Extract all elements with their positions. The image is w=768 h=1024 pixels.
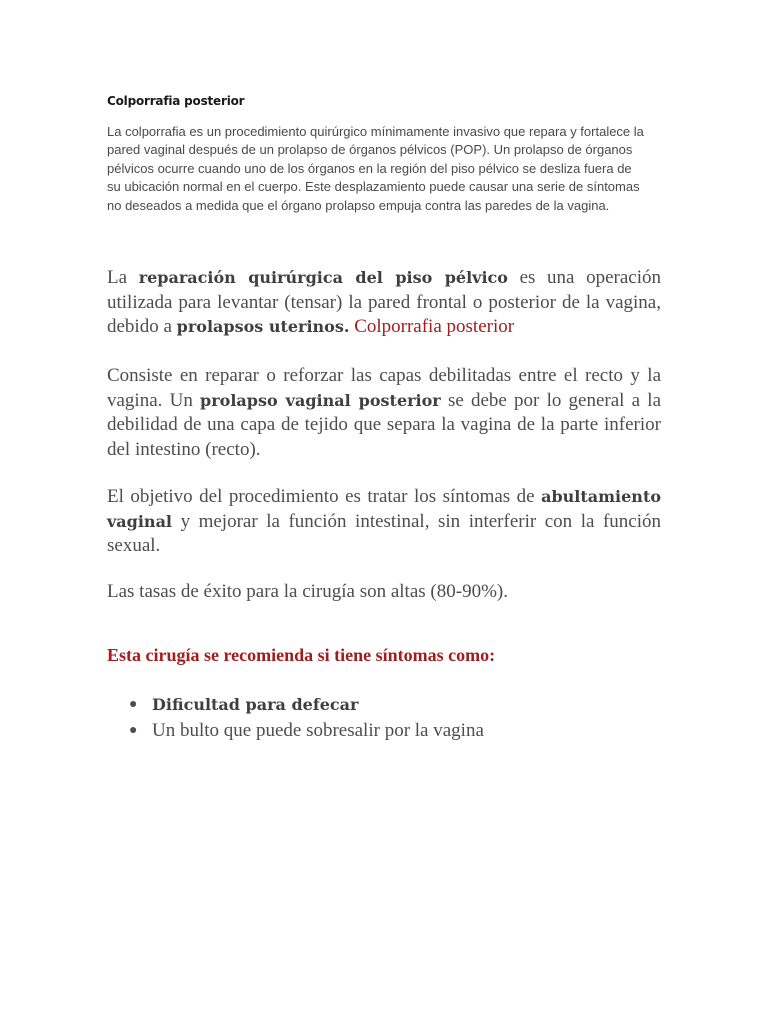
list-item xyxy=(107,718,484,744)
paragraph-reparacion xyxy=(107,266,661,340)
colporrafia-link[interactable]: Colporrafia posterior xyxy=(354,316,515,337)
intro-paragraph: La colporrafia es un procedimiento quirúrgico mínimamente invasivo que repara y fortalece la pared vaginal después de un prolapso de órganos pélvicos (POP). Un prolapso de órganos pélvicos ocurre cuando uno de los órganos en la región del piso pélvico se desliza fuera de su ubicación normal en el cuerpo. Este desplazamiento puede causar una serie de síntomas no deseados a medida que el órgano prolapso empuja contra las paredes de la vagina. xyxy=(107,124,644,213)
p2-text-2: se debe por lo general a la debilidad de una capa de tejido que separa la vagina de la parte inferior del intestino (recto). xyxy=(107,389,661,460)
bullet-icon: ● xyxy=(129,723,138,738)
paragraph-consiste xyxy=(107,364,661,462)
bullet-icon: ● xyxy=(129,697,138,712)
p2-text-1: Consiste en reparar o reforzar las capas debilitadas entre el recto y la vagina. Un xyxy=(107,365,661,411)
list-item xyxy=(107,692,484,718)
p2-bold-1: prolapso vaginal posterior xyxy=(200,390,441,410)
recommendation-heading: Esta cirugía se recomienda si tiene síntomas como: xyxy=(107,645,496,665)
document-heading: Colporrafia posterior xyxy=(107,94,245,108)
p3-text-2: y mejorar la función intestinal, sin interferir con la función sexual. xyxy=(107,510,662,556)
symptom-text: Un bulto que puede sobresalir por la vagina xyxy=(152,720,484,741)
paragraph-tasas: Las tasas de éxito para la cirugía son altas (80-90%). xyxy=(107,581,508,602)
p1-text-1: La xyxy=(107,267,128,288)
p1-bold-1: reparación quirúrgica del piso pélvico xyxy=(138,268,508,287)
p1-text-2: es una operación utilizada para levantar (tensar) la pared frontal o posterior de la vagina, debido a xyxy=(107,267,662,337)
p1-bold-2: prolapsos uterinos. xyxy=(176,317,350,336)
symptom-text: Dificultad para defecar xyxy=(152,695,359,714)
symptoms-list xyxy=(107,692,484,744)
paragraph-objetivo xyxy=(107,485,661,559)
p3-text-1: El objetivo del procedimiento es tratar los síntomas de xyxy=(107,486,535,507)
p3-bold-1: abultamiento vaginal xyxy=(107,487,661,531)
